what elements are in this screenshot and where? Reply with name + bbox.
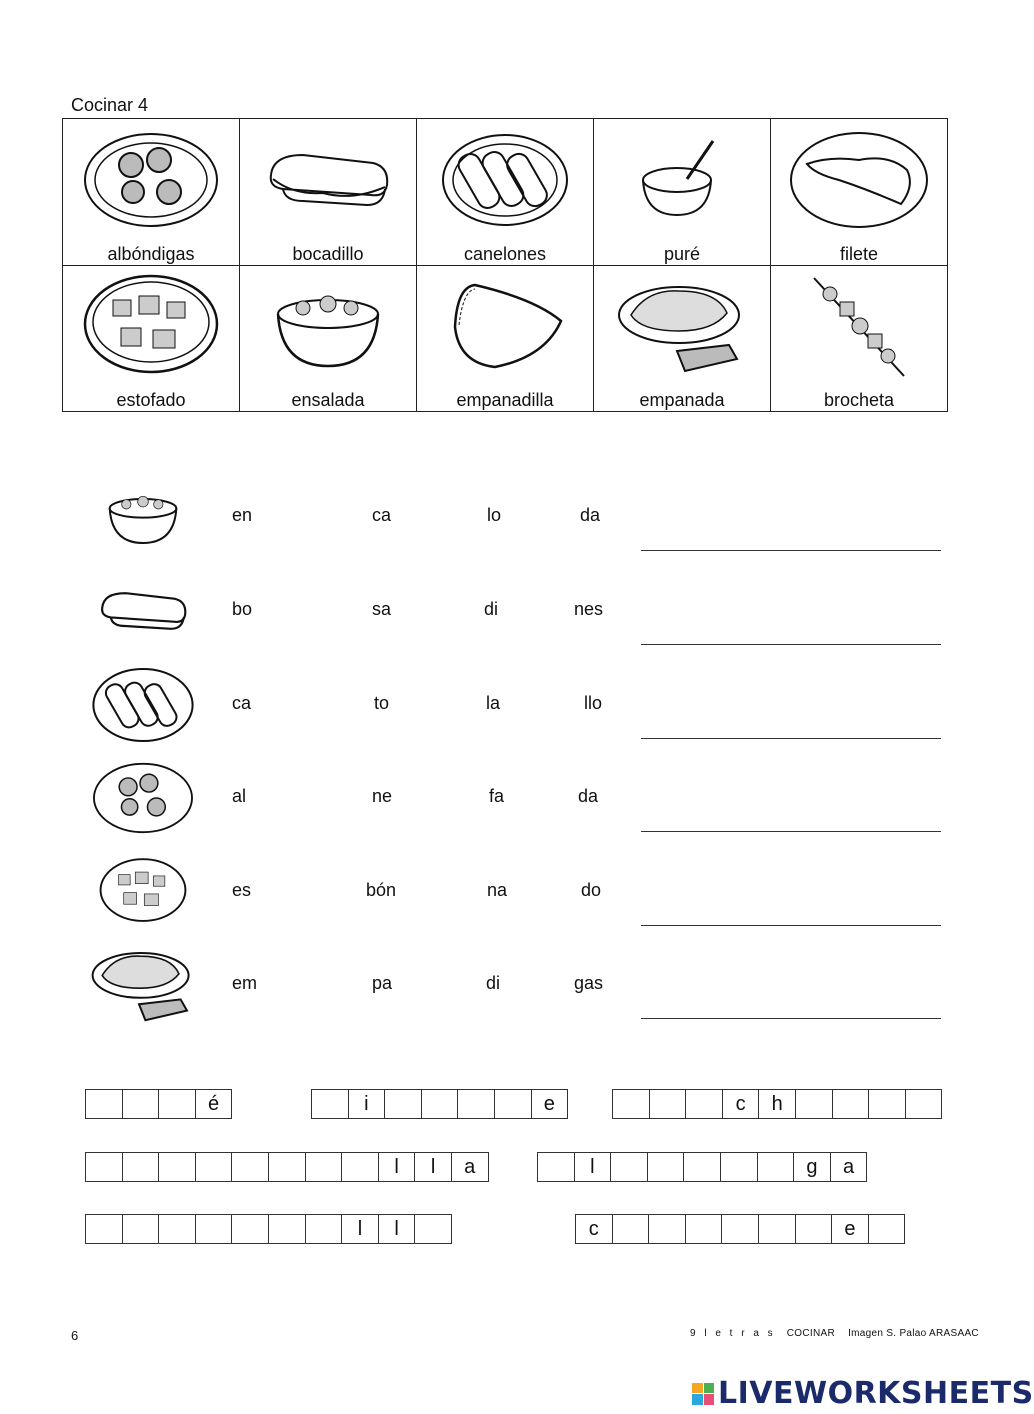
syllable: to — [374, 693, 390, 713]
letter-box[interactable]: l — [574, 1152, 612, 1182]
syllable: en — [232, 505, 253, 525]
topic-label: COCINAR — [786, 1328, 835, 1339]
logo-square — [692, 1394, 703, 1405]
letter-box[interactable] — [122, 1152, 160, 1182]
syllable: nes — [574, 599, 604, 619]
letter-box[interactable] — [868, 1214, 906, 1244]
puree-bowl-icon — [594, 125, 770, 235]
letter-box[interactable]: a — [830, 1152, 868, 1182]
stew-icon — [88, 852, 198, 932]
answer-line[interactable] — [641, 550, 941, 551]
letter-box[interactable] — [122, 1089, 160, 1119]
letter-box[interactable] — [85, 1152, 123, 1182]
letter-box[interactable] — [795, 1214, 833, 1244]
letter-box[interactable] — [122, 1214, 160, 1244]
letter-box[interactable] — [85, 1089, 123, 1119]
vocab-word: empanadilla — [456, 390, 554, 410]
letter-box[interactable] — [647, 1152, 685, 1182]
brand-name: LIVEWORKSHEETS — [718, 1376, 1034, 1411]
letter-box[interactable] — [158, 1214, 196, 1244]
liveworksheets-icon — [692, 1383, 714, 1405]
meatballs-icon — [88, 758, 198, 838]
letter-box[interactable] — [832, 1089, 870, 1119]
syllable: na — [487, 880, 508, 900]
letter-box[interactable] — [457, 1089, 495, 1119]
sandwich-icon — [240, 125, 416, 235]
letter-box-group — [612, 1089, 942, 1119]
letter-box[interactable] — [494, 1089, 532, 1119]
empanada-icon — [594, 272, 770, 382]
letter-box[interactable] — [195, 1152, 233, 1182]
letter-box-group — [85, 1089, 232, 1119]
page-number: 6 — [71, 1328, 79, 1343]
syllable-row — [0, 477, 1000, 567]
vocab-word: filete — [839, 243, 879, 264]
logo-square — [692, 1383, 703, 1394]
syllable: da — [580, 505, 601, 525]
letter-box[interactable] — [685, 1214, 723, 1244]
vocab-cell — [594, 265, 771, 412]
letter-box[interactable]: g — [793, 1152, 831, 1182]
vocab-cell — [771, 119, 948, 266]
vocab-word: bocadillo — [292, 243, 364, 264]
syllable: lo — [487, 505, 502, 525]
letter-box-group — [85, 1214, 452, 1244]
vocab-word: empanada — [639, 390, 725, 410]
letter-box[interactable] — [537, 1152, 575, 1182]
syllable: di — [486, 973, 501, 993]
syllable: di — [484, 599, 499, 619]
syllable: la — [486, 693, 501, 713]
page-title: Cocinar 4 — [71, 95, 149, 115]
logo-square — [704, 1383, 715, 1394]
letter-box-group — [85, 1152, 489, 1182]
letter-box[interactable] — [868, 1089, 906, 1119]
syllable: bón — [366, 880, 397, 900]
cannelloni-icon — [88, 665, 198, 745]
letter-box[interactable] — [268, 1214, 306, 1244]
letter-box[interactable] — [305, 1214, 343, 1244]
letter-box[interactable] — [612, 1089, 650, 1119]
letter-box[interactable]: c — [722, 1089, 760, 1119]
answer-line[interactable] — [641, 925, 941, 926]
syllable: sa — [372, 599, 392, 619]
syllable: pa — [372, 973, 393, 993]
syllable-row — [0, 758, 1000, 848]
meatballs-icon — [63, 125, 239, 235]
letter-box[interactable] — [758, 1214, 796, 1244]
syllable: es — [232, 880, 252, 900]
syllable: ca — [232, 693, 252, 713]
letter-box[interactable]: h — [758, 1089, 796, 1119]
syllable: do — [581, 880, 602, 900]
salad-bowl-icon — [240, 272, 416, 382]
vocab-word: ensalada — [291, 390, 365, 410]
vocab-word: puré — [663, 243, 701, 264]
letter-box[interactable]: l — [378, 1152, 416, 1182]
answer-line[interactable] — [641, 831, 941, 832]
letter-box[interactable]: i — [348, 1089, 386, 1119]
letter-box-group — [575, 1214, 905, 1244]
vocab-word: albóndigas — [107, 243, 195, 264]
letter-box[interactable] — [305, 1152, 343, 1182]
letter-box[interactable] — [685, 1089, 723, 1119]
letter-box-group — [311, 1089, 568, 1119]
syllable-row — [0, 571, 1000, 661]
letter-box[interactable] — [649, 1089, 687, 1119]
vocab-cell — [417, 265, 594, 412]
vocab-word: canelones — [463, 243, 547, 264]
answer-line[interactable] — [641, 1018, 941, 1019]
vocab-cell — [240, 265, 417, 412]
stew-icon — [63, 272, 239, 382]
vocab-cell — [594, 119, 771, 266]
letter-box[interactable] — [341, 1152, 379, 1182]
vocabulary-grid — [62, 118, 948, 412]
letter-box[interactable] — [414, 1214, 452, 1244]
syllable: bo — [232, 599, 253, 619]
letter-box[interactable] — [158, 1089, 196, 1119]
vocab-word: brocheta — [823, 390, 895, 410]
empanada-icon — [88, 945, 198, 1025]
vocab-word: estofado — [116, 390, 186, 410]
syllable: da — [578, 786, 599, 806]
letter-box[interactable]: c — [575, 1214, 613, 1244]
syllable-row — [0, 945, 1000, 1035]
footer-credit — [690, 1328, 979, 1339]
letter-box[interactable]: l — [378, 1214, 416, 1244]
letter-box[interactable]: l — [341, 1214, 379, 1244]
syllable-row — [0, 665, 1000, 755]
letter-box[interactable] — [231, 1152, 269, 1182]
letter-box[interactable] — [384, 1089, 422, 1119]
letter-box[interactable] — [158, 1152, 196, 1182]
letter-box[interactable] — [795, 1089, 833, 1119]
syllable: em — [232, 973, 258, 993]
letter-box[interactable] — [311, 1089, 349, 1119]
syllable: ca — [372, 505, 392, 525]
sandwich-icon — [88, 571, 198, 651]
letter-box[interactable] — [648, 1214, 686, 1244]
letter-box[interactable] — [721, 1214, 759, 1244]
brand-logo[interactable] — [692, 1376, 1034, 1411]
answer-line[interactable] — [641, 644, 941, 645]
vocab-cell — [240, 119, 417, 266]
letter-box[interactable] — [612, 1214, 650, 1244]
vocab-cell — [63, 265, 240, 412]
letter-box[interactable] — [610, 1152, 648, 1182]
letter-box[interactable] — [231, 1214, 269, 1244]
vocab-cell — [771, 265, 948, 412]
empanadilla-icon — [417, 272, 593, 382]
letter-box[interactable] — [195, 1214, 233, 1244]
letter-box[interactable] — [683, 1152, 721, 1182]
syllable: gas — [574, 973, 604, 993]
credit-label: Imagen S. Palao ARASAAC — [848, 1328, 979, 1339]
letter-box[interactable] — [421, 1089, 459, 1119]
letter-box[interactable]: e — [831, 1214, 869, 1244]
syllable: al — [232, 786, 247, 806]
syllable-row — [0, 852, 1000, 942]
logo-square — [704, 1394, 715, 1405]
syllable: ne — [372, 786, 393, 806]
salad-bowl-icon — [88, 477, 198, 557]
vocab-cell — [63, 119, 240, 266]
letter-box[interactable] — [757, 1152, 795, 1182]
steak-plate-icon — [771, 125, 947, 235]
letters-label: 9 l e t r a s — [690, 1328, 776, 1339]
letter-box[interactable]: l — [414, 1152, 452, 1182]
letter-box[interactable] — [720, 1152, 758, 1182]
syllable: llo — [584, 693, 603, 713]
letter-box[interactable] — [85, 1214, 123, 1244]
letter-box[interactable]: a — [451, 1152, 489, 1182]
answer-line[interactable] — [641, 738, 941, 739]
syllable: fa — [489, 786, 505, 806]
vocab-cell — [417, 119, 594, 266]
letter-box-group — [537, 1152, 867, 1182]
letter-box[interactable]: é — [195, 1089, 233, 1119]
letter-box[interactable] — [905, 1089, 943, 1119]
skewer-icon — [771, 272, 947, 382]
letter-box[interactable]: e — [531, 1089, 569, 1119]
letter-box[interactable] — [268, 1152, 306, 1182]
cannelloni-icon — [417, 125, 593, 235]
